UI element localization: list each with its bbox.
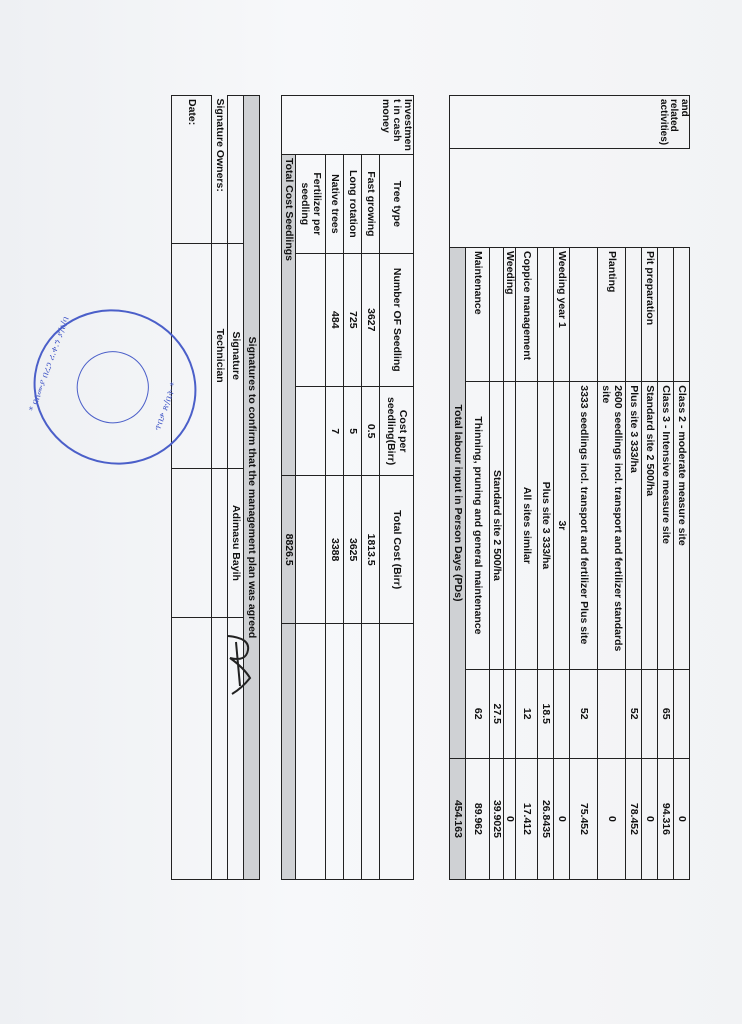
labour-activity — [538, 248, 554, 382]
owners-label: Signature Owners: — [214, 98, 227, 192]
technician-name: Adimasu Bayih — [228, 468, 244, 618]
labour-cost: 0 — [598, 758, 626, 879]
labour-pd — [598, 669, 626, 758]
seedlings-total-value: 8826.5 — [282, 476, 296, 623]
labour-description: Standard site 2 500/ha — [489, 382, 503, 669]
seedling-total — [296, 476, 326, 623]
seedling-cost: 5 — [344, 386, 362, 476]
seedling-cost — [296, 386, 326, 476]
labour-pd: 27.5 — [489, 669, 503, 758]
date-label: Date: — [172, 96, 212, 244]
labour-activity — [658, 248, 674, 382]
labour-activity — [674, 248, 690, 382]
signature-table — [171, 95, 260, 880]
seedling-total: 3625 — [344, 476, 362, 623]
tree-type: Fertilizer per seedling — [296, 154, 326, 253]
tree-type: Long rotation — [344, 154, 362, 253]
labour-cost: 94.316 — [658, 758, 674, 879]
labour-cost: 0 — [554, 758, 570, 879]
seedling-number — [296, 253, 326, 386]
labour-activity: Pit preparation — [642, 248, 658, 382]
labour-pd — [503, 669, 515, 758]
total-header: Total Cost (Birr) — [380, 476, 414, 623]
handwritten-signature — [222, 628, 256, 698]
labour-cost: 39.9025 — [489, 758, 503, 879]
labour-cost: 17.412 — [516, 758, 538, 879]
labour-description: Plus site 3 333/ha — [538, 382, 554, 669]
seedling-number: 3627 — [362, 253, 380, 386]
labour-description: Thinning, pruning and general maintenance — [465, 382, 489, 669]
labour-cost: 0 — [503, 758, 515, 879]
labour-activity: Coppice management — [516, 248, 538, 382]
stamp-text-top: * ባለሙያ በረጋ ሪ.ቀ.ን ያ/ዕ/ባ — [27, 315, 72, 414]
seedling-number: 725 — [344, 253, 362, 386]
seedling-cost: 7 — [326, 386, 344, 476]
labour-cost: 89.962 — [465, 758, 489, 879]
labour-pd — [554, 669, 570, 758]
labour-pd: 12 — [516, 669, 538, 758]
labour-pd: 52 — [626, 669, 642, 758]
labour-cost: 0 — [642, 758, 658, 879]
labour-activity — [489, 248, 503, 382]
stamp-text-bottom: ጥበቃ ጽ/ቤት * — [152, 381, 180, 433]
labour-pd — [642, 669, 658, 758]
labour-table — [449, 95, 690, 880]
labour-total-label: Total labour input in Person Days (PDs) — [449, 248, 465, 759]
labour-description: Class 3 - Intensive measure site — [658, 382, 674, 669]
signature-label: Signature — [228, 243, 244, 468]
tree-type: Fast growing — [362, 154, 380, 253]
labour-activity: Weeding — [503, 248, 515, 382]
stamp-emblem — [67, 341, 159, 433]
labour-description: Class 2 - moderate measure site — [674, 382, 690, 669]
labour-cost: 75.452 — [570, 758, 598, 879]
labour-activity — [626, 248, 642, 382]
labour-cost: 0 — [674, 758, 690, 879]
labour-pd: 18.5 — [538, 669, 554, 758]
labour-description: 3r — [554, 382, 570, 669]
activities-header: and related activities) — [449, 96, 689, 149]
number-header: Number OF Seedling — [380, 253, 414, 386]
rotated-sheet — [170, 95, 690, 880]
labour-description: Plus site 3 333/ha — [626, 382, 642, 669]
seedling-total: 1813.5 — [362, 476, 380, 623]
labour-description: All sites similar — [516, 382, 538, 669]
investment-label: Investmen t in cash money — [282, 96, 414, 155]
labour-description — [503, 382, 515, 669]
seedlings-total-label: Total Cost Seedlings — [282, 154, 296, 476]
tree-type: Native trees — [326, 154, 344, 253]
seedling-total: 3388 — [326, 476, 344, 623]
technician-label: Technician — [212, 243, 228, 468]
labour-activity: Maintenance — [465, 248, 489, 382]
tree-type-header: Tree type — [380, 154, 414, 253]
labour-total-value: 454.163 — [449, 758, 465, 879]
labour-activity — [570, 248, 598, 382]
seedling-number: 484 — [326, 253, 344, 386]
labour-cost: 26.8435 — [538, 758, 554, 879]
investment-table — [281, 95, 414, 880]
labour-cost: 78.452 — [626, 758, 642, 879]
labour-activity: Planting — [598, 248, 626, 382]
seedling-cost: 0.5 — [362, 386, 380, 476]
cost-header: Cost per seedling(Birr) — [380, 386, 414, 476]
labour-pd: 52 — [570, 669, 598, 758]
labour-activity: Weeding year 1 — [554, 248, 570, 382]
labour-pd: 62 — [465, 669, 489, 758]
signature-banner: Signatures to confirm that the management plan was agreed — [244, 96, 260, 880]
labour-description: Standard site 2 500/ha — [642, 382, 658, 669]
labour-pd: 65 — [658, 669, 674, 758]
labour-pd — [674, 669, 690, 758]
labour-description: 3333 seedlings incl. transport and fertilizer Plus site — [570, 382, 598, 669]
labour-description: 2600 seedlings incl. transport and fertilizer standards site — [598, 382, 626, 669]
